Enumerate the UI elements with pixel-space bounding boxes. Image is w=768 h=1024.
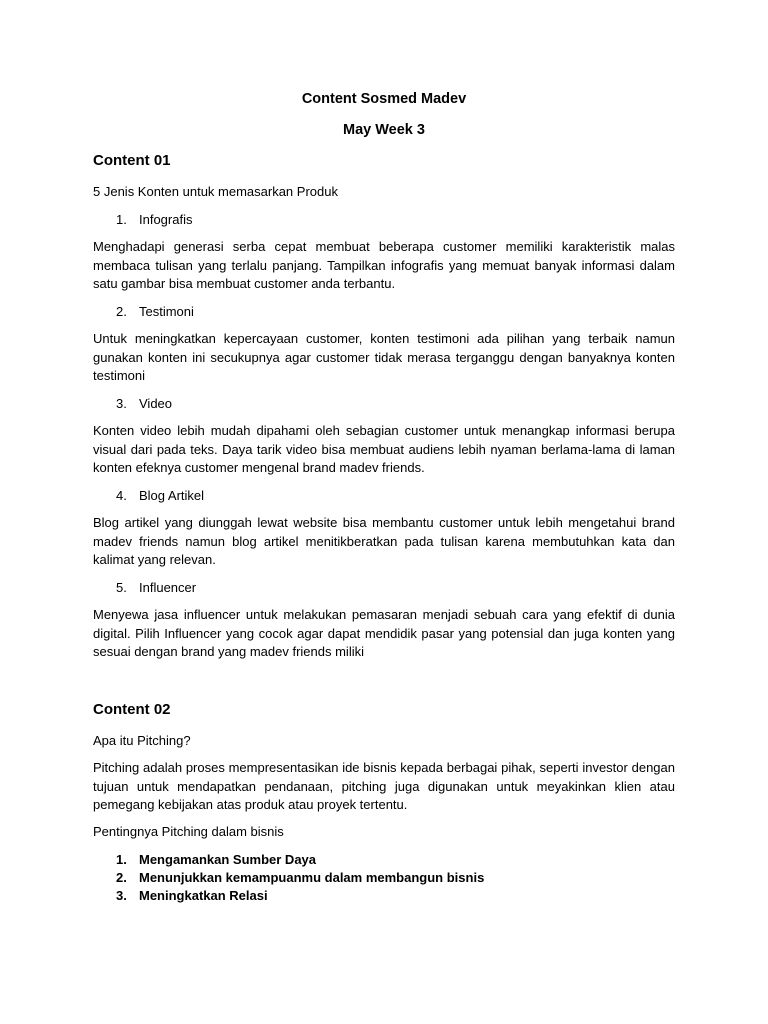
list-number: 3. <box>116 396 127 411</box>
list-item-label: Mengamankan Sumber Daya <box>139 852 317 867</box>
list-number: 2. <box>116 304 127 319</box>
content-02-question: Apa itu Pitching? <box>93 733 191 748</box>
content-01-intro: 5 Jenis Konten untuk memasarkan Produk <box>93 184 338 199</box>
list-item-video <box>116 395 676 413</box>
list-item-influencer <box>116 579 676 597</box>
paragraph-video: Konten video lebih mudah dipahami oleh sebagian customer untuk menangkap informasi berupa visual dari pada teks. Daya tarik video bisa membuat audiens lebih nyaman berlama-lama di laman konten efeknya customer mengenal brand madev friends. <box>93 423 675 475</box>
paragraph-infografis: Menghadapi generasi serba cepat membuat beberapa customer memiliki karakteristik malas membaca tulisan yang terlalu panjang. Tampilkan infografis yang memuat banyak informasi dalam satu gambar bisa membuat customer anda terbantu. <box>93 239 675 291</box>
list-item-kemampuan <box>116 869 676 887</box>
list-number: 2. <box>116 870 127 885</box>
list-item-label: Meningkatkan Relasi <box>139 888 268 903</box>
list-item-label: Infografis <box>139 212 193 227</box>
list-item-blog-artikel <box>116 487 676 505</box>
list-number: 1. <box>116 212 127 227</box>
list-item-label: Influencer <box>139 580 197 595</box>
list-number: 3. <box>116 888 127 903</box>
paragraph-influencer: Menyewa jasa influencer untuk melakukan pemasaran menjadi sebuah cara yang efektif di dunia digital. Pilih Influencer yang cocok agar dapat mendidik pasar yang potensial dan juga konten yang sesuai dengan brand yang madev friends miliki <box>93 607 675 659</box>
list-item-label: Testimoni <box>139 304 194 319</box>
list-number: 1. <box>116 852 127 867</box>
content-02-importance-intro: Pentingnya Pitching dalam bisnis <box>93 824 284 839</box>
list-item-sumber-daya <box>116 851 676 869</box>
list-number: 4. <box>116 488 127 503</box>
section-heading-content-01: Content 01 <box>93 152 171 169</box>
document-subtitle: May Week 3 <box>343 122 425 138</box>
paragraph-blog-artikel: Blog artikel yang diunggah lewat website bisa membantu customer untuk lebih mengetahui brand madev friends namun blog artikel menitikberatkan pada tulisan karena membutuhkan kata dan kalimat yang relevan. <box>93 515 675 567</box>
paragraph-testimoni: Untuk meningkatkan kepercayaan customer, konten testimoni ada pilihan yang terbaik namun gunakan konten ini secukupnya agar customer tidak merasa terganggu dengan banyaknya konten testimoni <box>93 331 675 383</box>
list-item-label: Menunjukkan kemampuanmu dalam membangun bisnis <box>139 870 485 885</box>
list-item-label: Blog Artikel <box>139 488 205 503</box>
list-number: 5. <box>116 580 127 595</box>
paragraph-pitching-definition: Pitching adalah proses mempresentasikan ide bisnis kepada berbagai pihak, seperti investor dengan tujuan untuk mendapatkan pendanaan, pitching juga digunakan untuk meyakinkan klien atau pemegang kebijakan atas produk atau proyek tertentu. <box>93 760 675 812</box>
document-title: Content Sosmed Madev <box>301 91 467 107</box>
list-item-relasi <box>116 887 676 905</box>
section-heading-content-02: Content 02 <box>93 701 171 718</box>
list-item-testimoni <box>116 303 676 321</box>
list-item-label: Video <box>139 396 173 411</box>
list-item-infografis <box>116 211 676 229</box>
